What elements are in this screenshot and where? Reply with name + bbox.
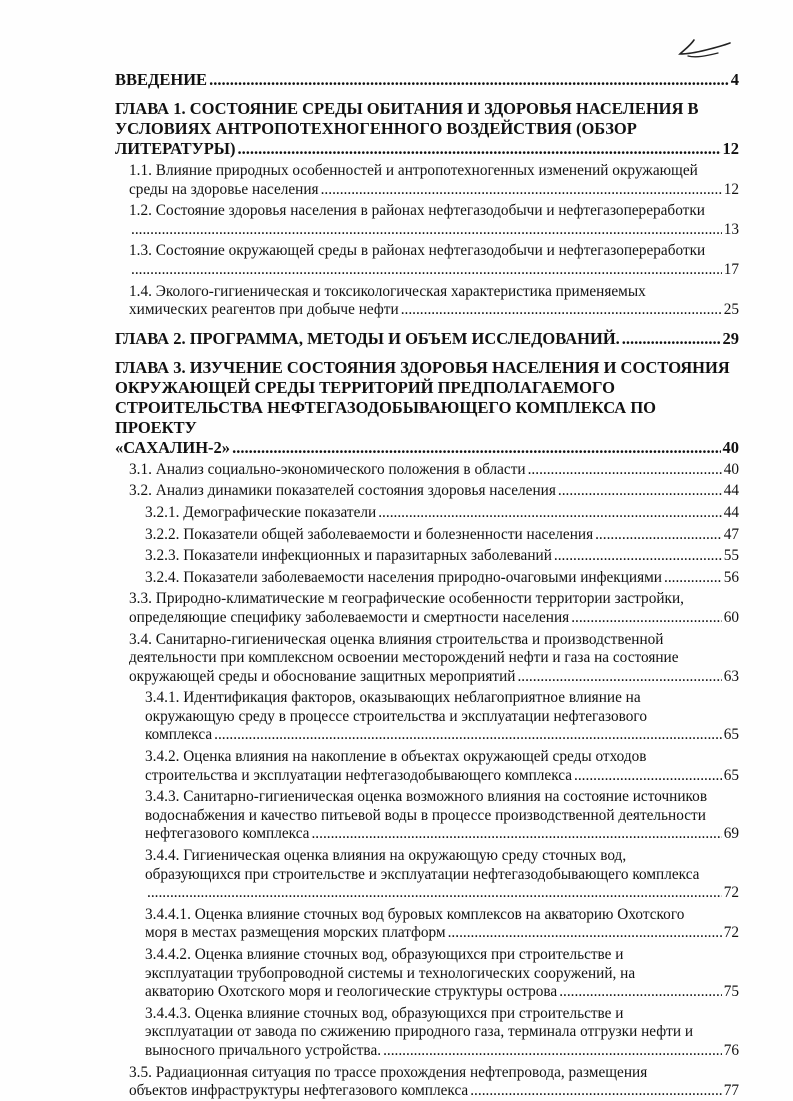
toc-entry-title: 3.2.3. Показатели инфекционных и паразитарных заболеваний [145, 547, 552, 565]
toc-entry [129, 482, 739, 501]
toc-entry-line: эксплуатации трубопроводной системы и технологических сооружений, на [145, 964, 636, 982]
toc-entry-last-line [145, 526, 739, 545]
toc-entry-line: 1.4. Эколого-гигиеническая и токсикологическая характеристика применяемых [129, 282, 646, 300]
toc-entry-line: 3.4.4.3. Оценка влияние сточных вод, образующихся при строительстве и [145, 1004, 624, 1022]
toc-entry-last-line [129, 181, 739, 200]
toc-entry-last-line [145, 767, 739, 786]
toc-entry [145, 788, 739, 844]
toc-entry-title: определяющие специфику заболеваемости и смертности населения [129, 608, 570, 626]
dot-leader [558, 482, 722, 501]
toc-entry-last-line [145, 924, 739, 943]
toc-entry-line: окружающую среду в процессе строительства и эксплуатации нефтегазового [145, 707, 647, 725]
page-number: 63 [723, 667, 739, 685]
toc-entry-title: объектов инфраструктуры нефтегазового комплекса [129, 1082, 469, 1100]
toc-entry-title: комплекса [145, 726, 213, 744]
toc-entry-line: 3.4.2. Оценка влияния на накопление в объектах окружающей среды отходов [145, 748, 647, 766]
toc-entry-line: деятельности при комплексном освоении месторождений нефти и газа на состояние [129, 649, 679, 667]
toc-entry-title: нефтегазового комплекса [145, 825, 310, 843]
dot-leader [401, 301, 722, 320]
dot-leader [214, 726, 722, 745]
toc-entry-line: 1.1. Влияние природных особенностей и антропотехногенных изменений окружающей [129, 162, 698, 179]
toc-entry-last-line [129, 261, 739, 280]
toc-entry-title: 3.2.4. Показатели заболеваемости населения природно-очаговыми инфекциями [145, 568, 662, 586]
toc-entry-last-line [145, 825, 739, 844]
toc-entry [129, 590, 739, 627]
page-number: 72 [723, 884, 739, 902]
page-number: 69 [723, 825, 739, 843]
dot-leader [311, 825, 721, 844]
toc-entry-line: 3.3. Природно-климатические м географические особенности территории застройки, [129, 590, 684, 608]
toc-entry [145, 689, 739, 745]
toc-entry [145, 946, 739, 1002]
toc-entry-title: среды на здоровье населения [129, 180, 319, 198]
toc-entry [145, 748, 739, 785]
toc-entry-line: 3.4. Санитарно-гигиеническая оценка влияния строительства и производственной [129, 630, 664, 648]
toc-entry [129, 1064, 739, 1101]
toc-entry-line: образующихся при строительстве и эксплуатации нефтегазодобывающего комплекса [145, 865, 700, 883]
toc-entry-title: ЛИТЕРАТУРЫ) [115, 139, 236, 158]
dot-leader [470, 1082, 721, 1101]
page-number: 40 [723, 460, 739, 478]
toc-entry-line: 3.4.4. Гигиеническая оценка влияния на окружающую среду сточных вод, [145, 847, 627, 865]
toc-entry-line: 3.4.3. Санитарно-гигиеническая оценка возможного влияния на состояние источников [145, 788, 708, 806]
toc-entry [129, 461, 739, 480]
toc-entry [129, 283, 739, 320]
page-number: 76 [723, 1041, 739, 1059]
toc-entry-line: 3.4.4.2. Оценка влияние сточных вод, образующихся при строительстве и [145, 946, 624, 963]
page-number: 77 [723, 1082, 739, 1100]
toc-entry-line: ГЛАВА 1. СОСТОЯНИЕ СРЕДЫ ОБИТАНИЯ И ЗДОРОВЬЯ НАСЕЛЕНИЯ В [115, 99, 699, 118]
toc-entry-last-line [145, 569, 739, 588]
page-number: 47 [723, 525, 739, 543]
toc-entry-title: 3.2.1. Демографические показатели [145, 503, 377, 521]
page-number: 65 [723, 766, 739, 784]
dot-leader [528, 461, 722, 480]
toc-entry-title: моря в местах размещения морских платформ [145, 924, 446, 942]
toc-entry-line: водоснабжения и качество питьевой воды в процессе производственной деятельности [145, 806, 706, 824]
dot-leader [574, 767, 722, 786]
toc-entry-line: 3.5. Радиационная ситуация по трассе прохождения нефтепровода, размещения [129, 1063, 648, 1081]
page-number: 17 [723, 260, 739, 278]
toc-entry [145, 847, 739, 903]
dot-leader [378, 504, 721, 523]
toc-entry-last-line [129, 1082, 739, 1101]
page-number: 13 [723, 220, 739, 238]
dot-leader [571, 609, 722, 628]
dot-leader [237, 139, 720, 159]
page-number: 65 [723, 726, 739, 744]
dot-leader [232, 438, 720, 458]
page-number: 60 [723, 608, 739, 626]
toc-entry-last-line [145, 547, 739, 566]
page-number: 29 [722, 328, 739, 348]
toc-entry-last-line [129, 668, 739, 687]
toc-entry-last-line [145, 884, 739, 903]
toc-entry [145, 906, 739, 943]
toc-entry-line: 3.4.4.1. Оценка влияние сточных вод буровых комплексов на акваторию Охотского [145, 905, 685, 923]
toc-entry-last-line [115, 438, 739, 458]
page-number: 75 [723, 983, 739, 1001]
toc-entry-last-line [115, 329, 739, 349]
toc-entry [129, 242, 739, 279]
toc-entry [145, 547, 739, 566]
toc-entry [115, 358, 739, 458]
dot-leader [559, 983, 722, 1002]
toc-entry-title: выносного причального устройства. [145, 1041, 382, 1059]
toc-entry-last-line [129, 221, 739, 240]
dot-leader [321, 181, 722, 200]
toc-entry-title: химических реагентов при добыче нефти [129, 301, 399, 319]
toc-entry-last-line [115, 139, 739, 159]
dot-leader [147, 884, 722, 903]
toc-entry-last-line [129, 482, 739, 501]
page-number: 56 [723, 568, 739, 586]
toc-entry-title: акваторию Охотского моря и геологические структуры острова [145, 983, 558, 1001]
toc-entry-line: 1.3. Состояние окружающей среды в районах нефтегазодобычи и нефтегазопереработки [129, 242, 706, 260]
toc-entry-line: УСЛОВИЯХ АНТРОПОТЕХНОГЕННОГО ВОЗДЕЙСТВИЯ (ОБЗОР [115, 119, 637, 138]
toc-entry-last-line [129, 461, 739, 480]
toc-entry-title: окружающей среды и обоснование защитных мероприятий [129, 667, 516, 685]
handwritten-mark-icon [676, 34, 736, 69]
dot-leader [209, 70, 729, 90]
toc-entry [129, 202, 739, 239]
toc-entry-title: строительства и эксплуатации нефтегазодобывающего комплекса [145, 766, 573, 784]
toc-entry-title: 3.2. Анализ динамики показателей состояния здоровья населения [129, 482, 556, 500]
toc-entry [115, 70, 739, 90]
toc-entry [115, 329, 739, 349]
page-number: 12 [723, 180, 739, 198]
dot-leader [664, 569, 722, 588]
toc-entry-line: ГЛАВА 3. ИЗУЧЕНИЕ СОСТОЯНИЯ ЗДОРОВЬЯ НАСЕЛЕНИЯ И СОСТОЯНИЯ [115, 357, 730, 377]
toc-entry-last-line [145, 726, 739, 745]
toc-entry [129, 162, 739, 199]
toc-entry [145, 569, 739, 588]
page-number: 4 [730, 70, 739, 89]
dot-leader [517, 668, 721, 687]
toc-entry-line: СТРОИТЕЛЬСТВА НЕФТЕГАЗОДОБЫВАЮЩЕГО КОМПЛЕКСА ПО ПРОЕКТУ [115, 397, 657, 437]
page-number: 44 [723, 482, 739, 500]
page-number: 12 [722, 139, 739, 158]
toc-entry-last-line [129, 609, 739, 628]
toc-entry-last-line [145, 1042, 739, 1061]
toc-entry-line: ОКРУЖАЮЩЕЙ СРЕДЫ ТЕРРИТОРИЙ ПРЕДПОЛАГАЕМОГО [115, 377, 615, 397]
table-of-contents [115, 70, 739, 1101]
toc-entry-title: «САХАЛИН-2» [115, 437, 231, 457]
toc-entry-title: 3.2.2. Показатели общей заболеваемости и болезненности населения [145, 525, 594, 543]
toc-entry [145, 504, 739, 523]
dot-leader [595, 526, 722, 545]
page-number: 40 [722, 437, 739, 457]
dot-leader [448, 924, 722, 943]
dot-leader [131, 261, 722, 280]
toc-entry-title: ГЛАВА 2. ПРОГРАММА, МЕТОДЫ И ОБЪЕМ ИССЛЕДОВАНИЙ. [115, 328, 620, 348]
dot-leader [622, 329, 721, 349]
toc-entry [145, 526, 739, 545]
toc-entry-line: эксплуатации от завода по сжижению природного газа, терминала отгрузки нефти и [145, 1023, 694, 1041]
toc-entry-title: 3.1. Анализ социально-экономического положения в области [129, 460, 526, 478]
toc-entry [129, 631, 739, 687]
toc-entry [115, 99, 739, 159]
toc-entry-title: ВВЕДЕНИЕ [115, 70, 208, 89]
dot-leader [554, 547, 722, 566]
toc-entry-last-line [145, 983, 739, 1002]
toc-entry-last-line [145, 504, 739, 523]
dot-leader [131, 221, 722, 240]
toc-entry-line: 3.4.1. Идентификация факторов, оказывающих неблагоприятное влияние на [145, 689, 641, 707]
page-number: 44 [723, 503, 739, 521]
dot-leader [383, 1042, 722, 1061]
page-number: 25 [723, 301, 739, 319]
toc-entry-last-line [129, 301, 739, 320]
page-number: 55 [723, 547, 739, 565]
toc-entry [145, 1005, 739, 1061]
toc-entry-last-line [115, 70, 739, 90]
toc-entry-line: 1.2. Состояние здоровья населения в районах нефтегазодобычи и нефтегазопереработки [129, 202, 705, 220]
page-number: 72 [723, 924, 739, 942]
